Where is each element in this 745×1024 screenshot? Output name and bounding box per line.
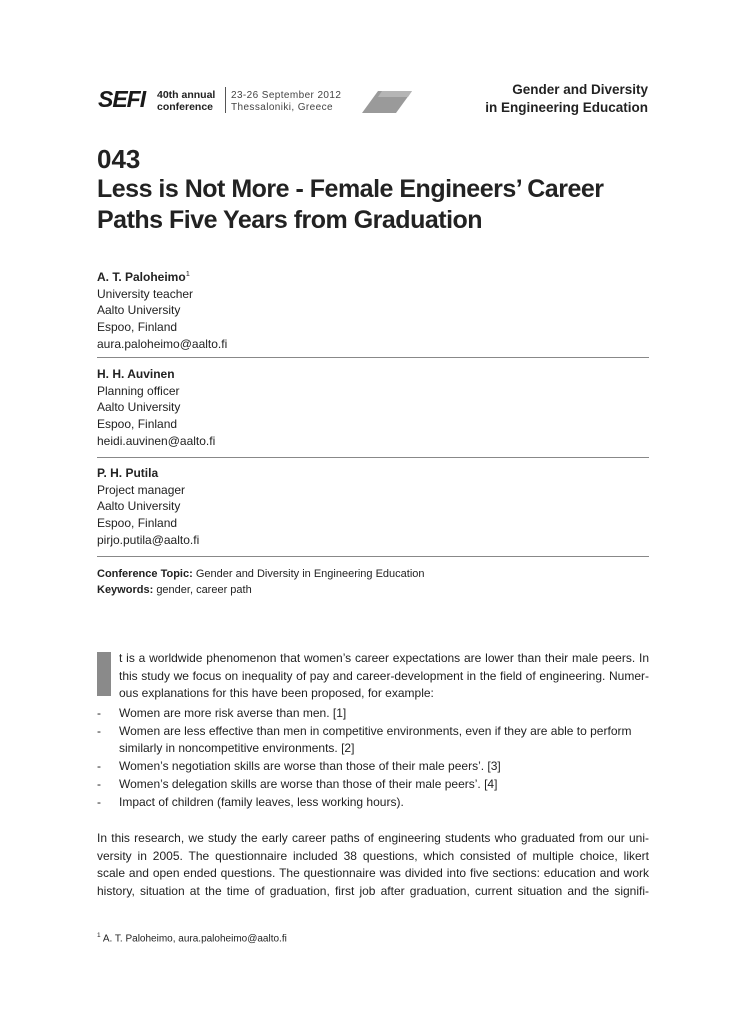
paragraph-line: history, situation at the time of graduation, first job after graduation, current situation and the signifi- xyxy=(97,884,649,899)
keywords-value: gender, career path xyxy=(156,584,252,596)
bullet-text: Impact of children (family leaves, less working hours). xyxy=(119,794,404,809)
decorative-slash-graphic xyxy=(362,91,412,113)
author-organization: Aalto University xyxy=(97,303,181,318)
list-item xyxy=(97,705,649,723)
author-role: Planning officer xyxy=(97,383,180,398)
paper-title xyxy=(97,174,657,236)
intro-line: ous explanations for this have been proposed, for example: xyxy=(119,686,434,701)
list-item xyxy=(97,758,649,776)
theme-line2: in Engineering Education xyxy=(485,100,648,115)
conference-location: Thessaloniki, Greece xyxy=(231,102,333,113)
author-city: Espoo, Finland xyxy=(97,417,178,432)
footnote-text: A. T. Paloheimo, aura.paloheimo@aalto.fi xyxy=(102,933,287,945)
list-item xyxy=(97,776,649,794)
author-divider xyxy=(97,457,649,458)
keywords xyxy=(97,582,425,598)
annual-line2: conference xyxy=(157,101,214,113)
paper-meta xyxy=(97,566,425,598)
footnote-mark: 1 xyxy=(97,932,101,939)
annual-ordinal: 40th xyxy=(157,89,179,101)
bullet-dash: - xyxy=(97,794,101,809)
author-organization: Aalto University xyxy=(97,499,181,514)
sefi-logo xyxy=(97,86,155,112)
author-block xyxy=(97,465,649,549)
intro-line: this study we focus on inequality of pay and career-development in the field of engineering. Numer- xyxy=(119,668,649,683)
footnote xyxy=(97,932,287,944)
bullet-dash: - xyxy=(97,776,101,791)
sefi-logo-text: SEFI xyxy=(98,86,146,112)
intro-line: t is a worldwide phenomenon that women’s career expectations are lower than their male peers. In xyxy=(119,651,649,665)
author-divider xyxy=(97,556,649,557)
body-paragraph xyxy=(97,830,649,901)
author-email[interactable]: pirjo.putila@aalto.fi xyxy=(97,532,200,547)
drop-cap xyxy=(97,652,111,696)
annual-word: annual xyxy=(181,89,216,101)
conference-dates: 23-26 September 2012 xyxy=(231,90,342,101)
author-name: P. H. Putila xyxy=(97,466,159,480)
author-role: Project manager xyxy=(97,482,186,497)
paper-title-line1: Less is Not More - Female Engineers’ Career xyxy=(97,175,604,203)
keywords-label: Keywords: xyxy=(97,584,154,596)
author-block xyxy=(97,266,649,353)
intro-paragraph xyxy=(119,650,649,703)
bullet-dash: - xyxy=(97,723,101,738)
paper-title-line2: Paths Five Years from Graduation xyxy=(97,206,483,234)
author-name: H. H. Auvinen xyxy=(97,367,175,381)
author-email[interactable]: aura.paloheimo@aalto.fi xyxy=(97,336,228,351)
author-footnote-mark: 1 xyxy=(185,269,190,278)
author-city: Espoo, Finland xyxy=(97,516,178,531)
paper-number: 043 xyxy=(97,144,141,174)
bullet-text: Women’s delegation skills are worse than those of their male peers’. [4] xyxy=(119,776,498,791)
author-divider xyxy=(97,357,649,358)
bullet-dash: - xyxy=(97,706,101,720)
bullet-dash: - xyxy=(97,759,101,774)
topic-label: Conference Topic: xyxy=(97,568,193,580)
author-role: University teacher xyxy=(97,286,194,301)
topic-value: Gender and Diversity in Engineering Education xyxy=(195,568,425,580)
conference-theme xyxy=(485,81,648,117)
author-name: A. T. Paloheimo xyxy=(97,270,186,284)
paragraph-line: In this research, we study the early career paths of engineering students who graduated from our uni- xyxy=(97,831,649,845)
list-item xyxy=(97,794,649,812)
bullet-list xyxy=(97,705,649,811)
author-block xyxy=(97,366,649,450)
header-divider xyxy=(225,87,226,113)
paragraph-line: versity in 2005. The questionnaire included 38 questions, which consisted of multiple choice, likert xyxy=(97,848,649,863)
conference-edition xyxy=(157,89,215,113)
author-email[interactable]: heidi.auvinen@aalto.fi xyxy=(97,433,216,448)
conference-dates-block xyxy=(231,90,341,114)
paragraph-line: scale and open ended questions. The questionnaire was divided into five sections: education and work xyxy=(97,866,649,881)
bullet-text: Women are more risk averse than men. [1] xyxy=(119,706,347,720)
author-organization: Aalto University xyxy=(97,400,181,415)
bullet-text: Women are less effective than men in competitive environments, even if they are able to perform xyxy=(119,723,632,738)
list-item xyxy=(97,723,649,758)
theme-line1: Gender and Diversity xyxy=(512,82,648,97)
conference-topic xyxy=(97,566,425,582)
bullet-text: similarly in noncompetitive environments. [2] xyxy=(119,741,355,756)
author-name-row xyxy=(97,266,649,286)
bullet-text: Women’s negotiation skills are worse than those of their male peers’. [3] xyxy=(119,759,501,774)
author-city: Espoo, Finland xyxy=(97,320,178,335)
